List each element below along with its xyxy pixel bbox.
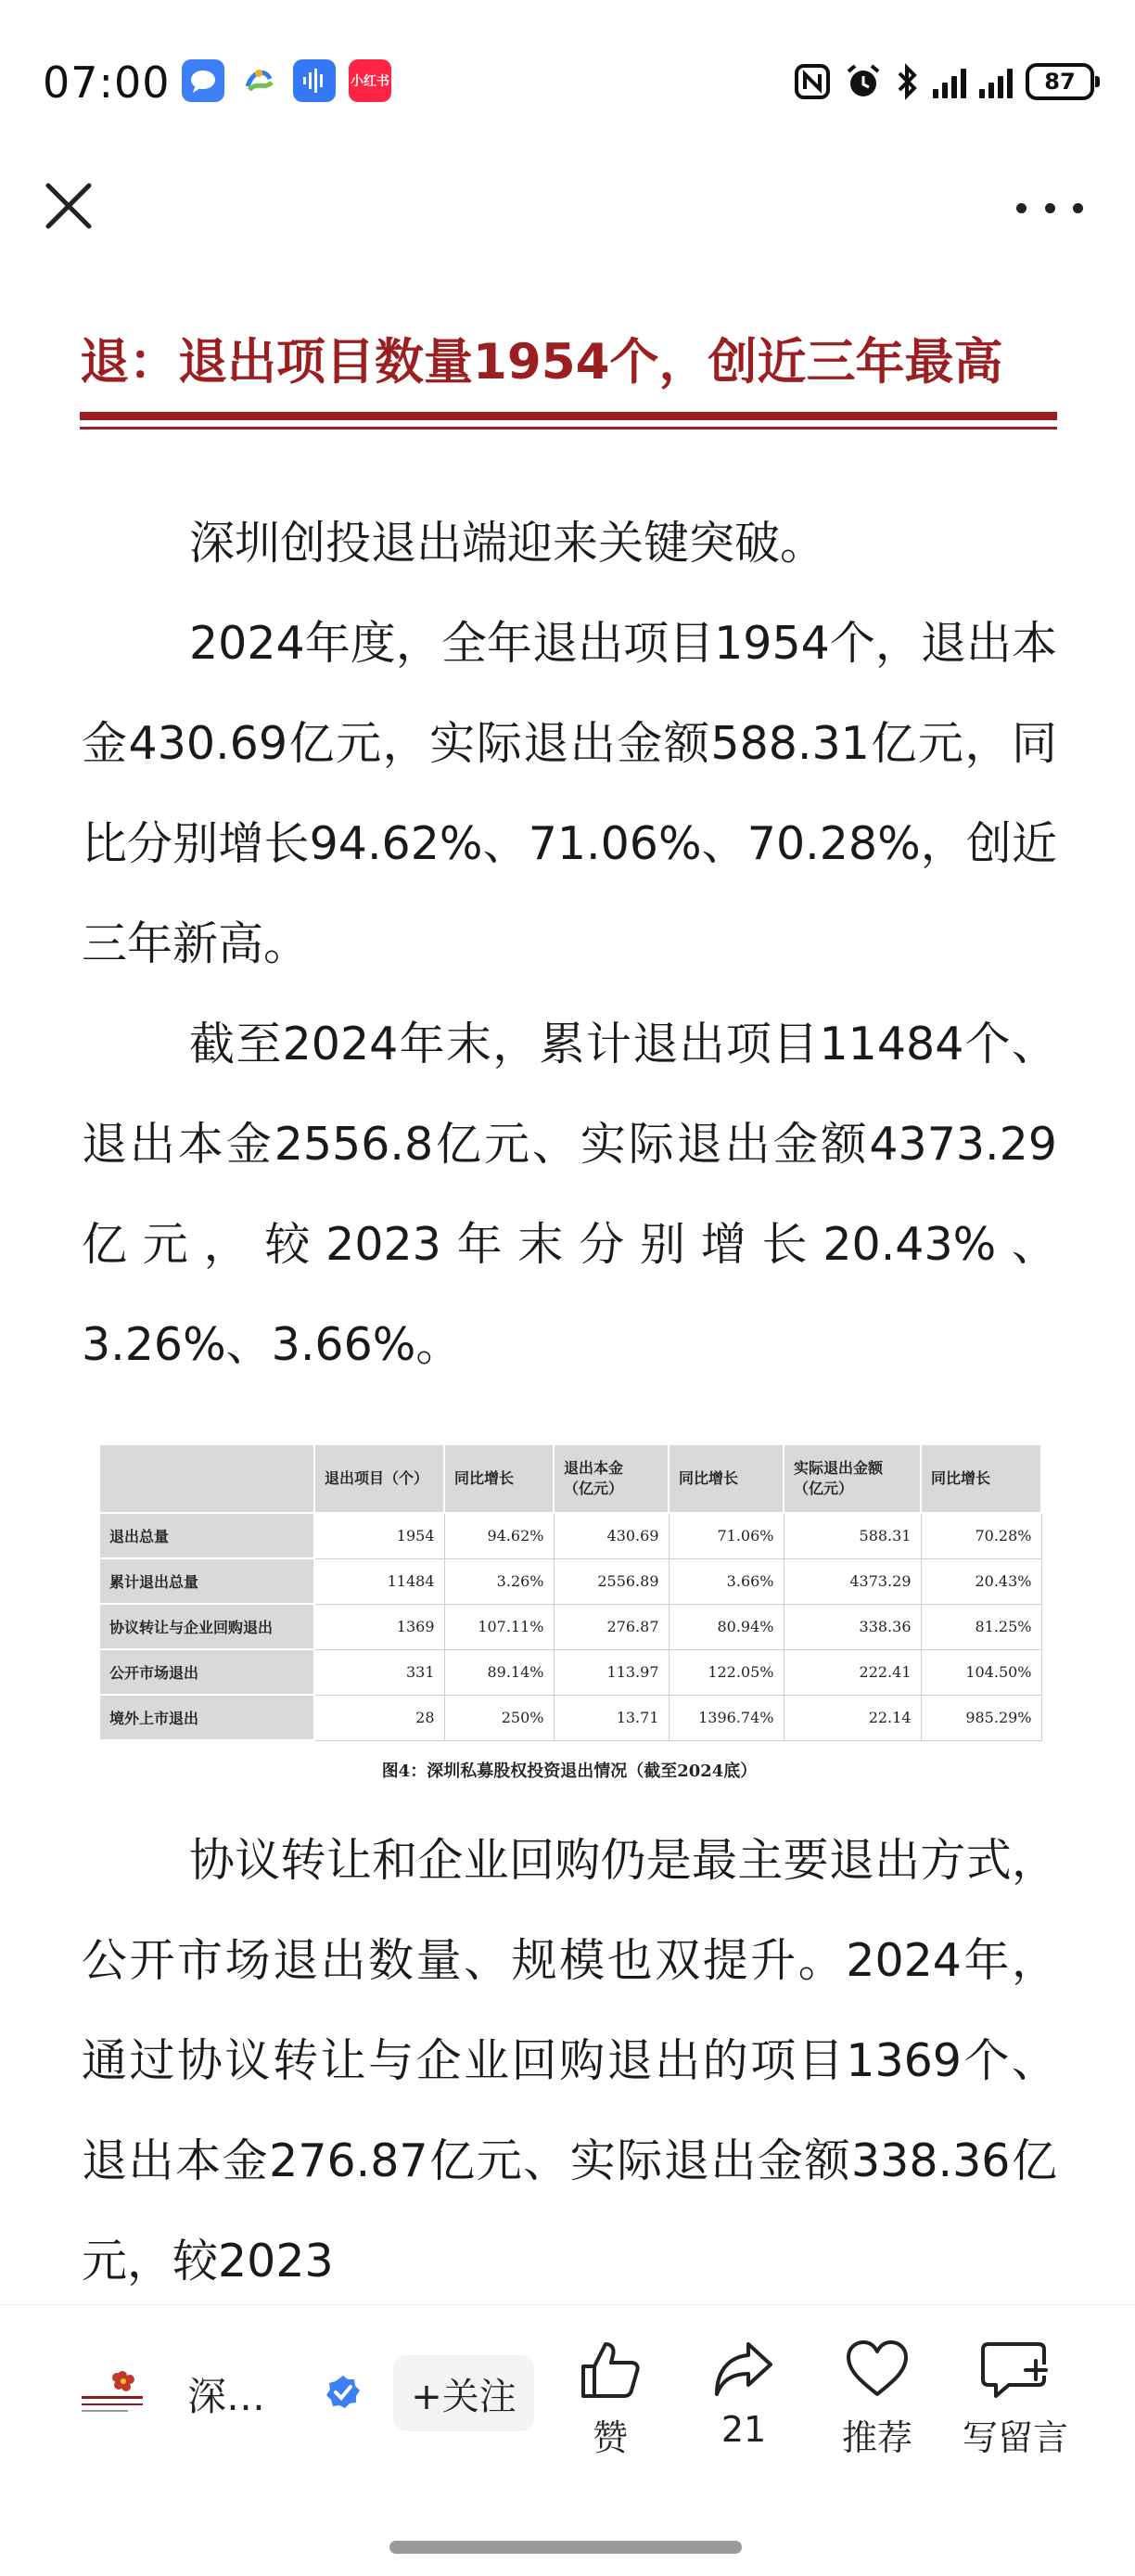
close-button[interactable] (41, 178, 96, 234)
status-time: 07:00 (43, 58, 171, 108)
table-column-header: 同比增长 (669, 1444, 784, 1513)
nfc-icon (794, 63, 831, 100)
table-row-header: 公开市场退出 (99, 1649, 314, 1695)
recommend-button[interactable] (812, 2339, 942, 2460)
table-cell: 3.66% (669, 1558, 784, 1604)
share-button[interactable] (679, 2339, 809, 2450)
bluetooth-icon (896, 63, 920, 100)
table-column-header (99, 1444, 314, 1513)
home-indicator[interactable] (389, 2541, 742, 2554)
table-cell: 276.87 (554, 1604, 669, 1649)
table-cell: 28 (314, 1695, 444, 1740)
table-row-header: 协议转让与企业回购退出 (99, 1604, 314, 1649)
table-cell: 89.14% (444, 1649, 554, 1695)
thumbs-up-icon (578, 2339, 643, 2400)
heading-rule-thin (80, 427, 1057, 429)
table-row (99, 1649, 1041, 1695)
table-row-header: 累计退出总量 (99, 1558, 314, 1604)
recommend-label: 推荐 (841, 2417, 912, 2458)
like-button[interactable] (545, 2339, 675, 2460)
table-cell: 81.25% (921, 1604, 1041, 1649)
table-row-header: 退出总量 (99, 1513, 314, 1558)
close-icon (41, 178, 96, 234)
battery-icon: 87 (1026, 63, 1094, 100)
system-status-icons (794, 59, 1094, 104)
section-heading: 退：退出项目数量1954个，创近三年最高 (80, 334, 1003, 391)
table-row (99, 1604, 1041, 1649)
table-cell: 70.28% (921, 1513, 1041, 1558)
dot-icon (1073, 203, 1083, 213)
exit-data-table (98, 1443, 1042, 1741)
share-count: 21 (721, 2409, 767, 2450)
table-cell: 222.41 (784, 1649, 921, 1695)
table-column-header: 同比增长 (921, 1444, 1041, 1513)
comment-label: 写留言 (962, 2417, 1068, 2458)
table-cell: 250% (444, 1695, 554, 1740)
table-cell: 985.29% (921, 1695, 1041, 1740)
table-cell: 104.50% (921, 1649, 1041, 1695)
alarm-icon (844, 62, 883, 101)
xiaohongshu-app-icon: 小红书 (349, 59, 391, 102)
paragraph: 深圳创投退出端迎来关键突破。 (189, 517, 826, 570)
table-cell: 1369 (314, 1604, 444, 1649)
table-cell: 4373.29 (784, 1558, 921, 1604)
bottom-action-bar (0, 2304, 1135, 2576)
table-cell: 113.97 (554, 1649, 669, 1695)
table-column-header: 同比增长 (444, 1444, 554, 1513)
follow-button[interactable]: +关注 (393, 2355, 534, 2431)
table-column-header: 退出本金 （亿元） (554, 1444, 669, 1513)
write-comment-button[interactable] (946, 2339, 1085, 2460)
more-options-button[interactable] (1016, 186, 1083, 230)
flower-logo-icon (78, 2363, 147, 2420)
dot-icon (1045, 203, 1055, 213)
table-cell: 1954 (314, 1513, 444, 1558)
status-bar (0, 0, 1135, 167)
voice-app-icon (293, 59, 336, 102)
table-cell: 13.71 (554, 1695, 669, 1740)
table-cell: 3.26% (444, 1558, 554, 1604)
heart-icon (845, 2339, 910, 2400)
heading-rule-thick (80, 412, 1057, 420)
mobile-app-icon (237, 59, 280, 102)
table-body (99, 1513, 1041, 1740)
paragraph: 截至2024年末，累计退出项目11484个、退出本金2556.8亿元、实际退出金额4373.29亿元，较2023年末分别增长20.43%、3.26%、3.66%。 (82, 1018, 1057, 1371)
account-logo[interactable] (78, 2363, 147, 2420)
article-body-top (82, 493, 1057, 1395)
table-cell: 122.05% (669, 1649, 784, 1695)
table-row-header: 境外上市退出 (99, 1695, 314, 1740)
like-label: 赞 (592, 2417, 628, 2458)
signal-1-icon (933, 65, 966, 98)
table-column-header: 退出项目（个） (314, 1444, 444, 1513)
table-cell: 20.43% (921, 1558, 1041, 1604)
table-cell: 430.69 (554, 1513, 669, 1558)
table-row (99, 1558, 1041, 1604)
table-cell: 22.14 (784, 1695, 921, 1740)
table-row (99, 1695, 1041, 1740)
table-column-header: 实际退出金额 （亿元） (784, 1444, 921, 1513)
table-cell: 71.06% (669, 1513, 784, 1558)
dot-icon (1016, 203, 1027, 213)
share-arrow-icon (711, 2339, 776, 2400)
table-cell: 80.94% (669, 1604, 784, 1649)
account-name[interactable]: 深… (187, 2374, 266, 2419)
exit-data-figure (98, 1443, 1040, 1782)
comment-plus-icon (981, 2339, 1050, 2400)
article-body-bottom (82, 1811, 1057, 2312)
messages-app-icon (182, 59, 224, 102)
table-cell: 107.11% (444, 1604, 554, 1649)
table-cell: 331 (314, 1649, 444, 1695)
table-cell: 11484 (314, 1558, 444, 1604)
figure-caption: 图4：深圳私募股权投资退出情况（截至2024底） (381, 1762, 758, 1781)
table-cell: 94.62% (444, 1513, 554, 1558)
paragraph: 协议转让和企业回购仍是最主要退出方式，公开市场退出数量、规模也双提升。2024年，通过协议转让与企业回购退出的项目1369个、退出本金276.87亿元、实际退出金额338.36亿元，较2023 (82, 1834, 1057, 2288)
table-cell: 588.31 (784, 1513, 921, 1558)
table-cell: 2556.89 (554, 1558, 669, 1604)
table-cell: 1396.74% (669, 1695, 784, 1740)
table-cell: 338.36 (784, 1604, 921, 1649)
verified-badge-icon (325, 2374, 362, 2411)
paragraph: 2024年度，全年退出项目1954个，退出本金430.69亿元，实际退出金额588.31亿元，同比分别增长94.62%、71.06%、70.28%，创近三年新高。 (82, 617, 1057, 970)
signal-2-icon (979, 65, 1013, 98)
table-row (99, 1513, 1041, 1558)
table-header-row (99, 1444, 1041, 1513)
